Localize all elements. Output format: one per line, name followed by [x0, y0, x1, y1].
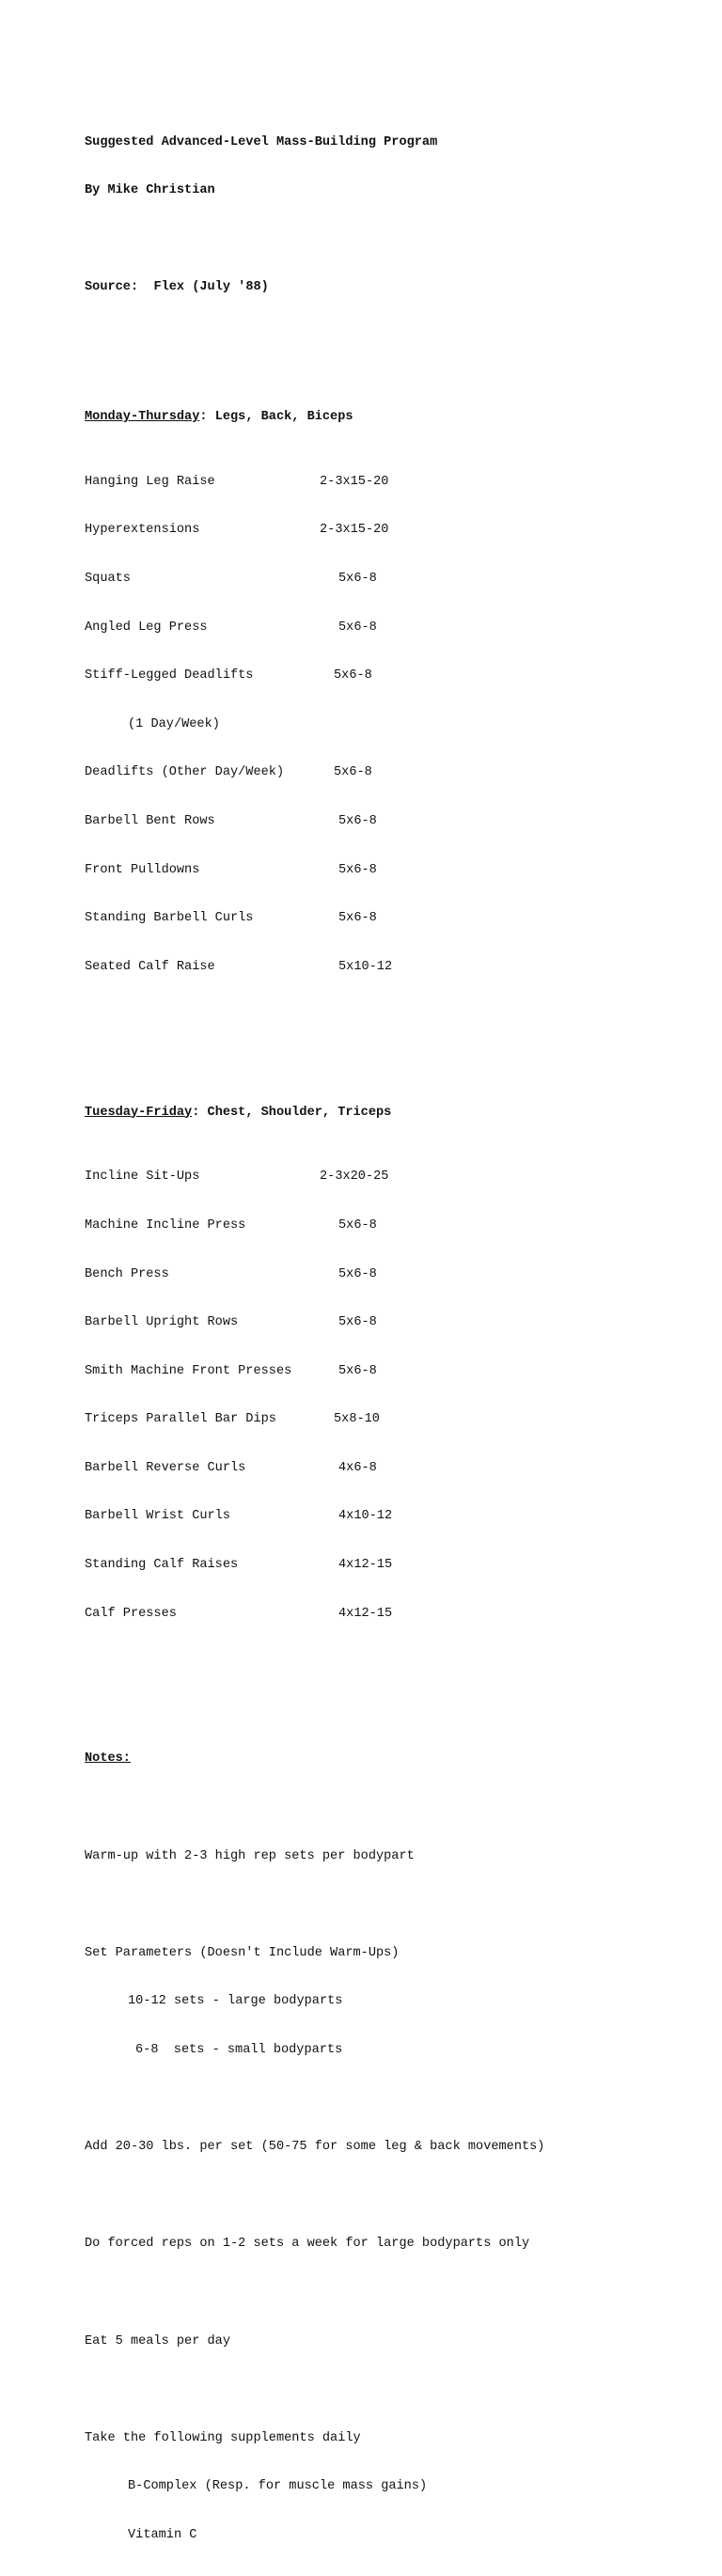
exercise-name: Bench Press — [85, 1266, 169, 1281]
exercise-sets: 5x6-8 — [338, 1266, 377, 1281]
exercise-name: Barbell Upright Rows — [85, 1315, 239, 1330]
note-warmup: Warm-up with 2-3 high rep sets per bodypart — [85, 1848, 415, 1863]
exercise-sets: 4x10-12 — [338, 1509, 393, 1524]
note-set-parameters: Set Parameters (Doesn't Include Warm-Ups) — [85, 1945, 400, 1960]
exercise-sets: 5x10-12 — [338, 959, 393, 974]
exercise-row — [85, 1557, 686, 1573]
exercise-name: Angled Leg Press — [85, 620, 208, 635]
exercise-name: Hyperextensions — [85, 523, 200, 538]
exercise-sets: 4x12-15 — [338, 1558, 393, 1573]
section-heading-monday-thursday — [85, 409, 686, 425]
exercise-row — [85, 1460, 686, 1476]
note-meals: Eat 5 meals per day — [85, 2333, 230, 2348]
exercise-name: Incline Sit-Ups — [85, 1170, 200, 1185]
exercise-row — [85, 1363, 686, 1379]
exercise-sets: 2-3x15-20 — [320, 474, 389, 489]
day-label: Tuesday-Friday — [85, 1105, 193, 1120]
exercise-sets: 5x6-8 — [338, 571, 377, 586]
doc-source — [85, 279, 686, 295]
exercise-sets: 5x6-8 — [338, 1363, 377, 1378]
exercise-sets: 2-3x20-25 — [320, 1170, 389, 1185]
day-label: Monday-Thursday — [85, 409, 200, 424]
exercise-sets: 5x6-8 — [338, 620, 377, 635]
exercise-name: Barbell Wrist Curls — [85, 1509, 230, 1524]
exercise-sets: 4x6-8 — [338, 1460, 377, 1475]
exercise-row — [85, 620, 686, 636]
exercise-row — [85, 959, 686, 975]
source-value: Flex (July '88) — [153, 280, 269, 295]
exercise-name: Front Pulldowns — [85, 862, 200, 877]
exercise-row — [85, 1411, 686, 1427]
doc-author: By Mike Christian — [85, 183, 215, 198]
supplement-item: Vitamin C — [128, 2527, 197, 2542]
exercise-name: Deadlifts (Other Day/Week) — [85, 765, 285, 780]
exercise-sets: 2-3x15-20 — [320, 523, 389, 538]
exercise-name: Squats — [85, 571, 131, 586]
exercise-row — [85, 668, 686, 683]
exercise-row — [85, 1606, 686, 1622]
exercise-name: Barbell Reverse Curls — [85, 1460, 246, 1475]
exercise-sets: 5x6-8 — [338, 813, 377, 828]
notes-heading: Notes: — [85, 1751, 131, 1767]
exercise-name: Triceps Parallel Bar Dips — [85, 1412, 276, 1427]
exercise-row — [85, 764, 686, 780]
exercise-name: Barbell Bent Rows — [85, 813, 215, 828]
exercise-sets: 5x6-8 — [334, 668, 372, 683]
document-page — [85, 86, 686, 2576]
exercise-row — [85, 1217, 686, 1233]
day-focus: : Legs, Back, Biceps — [199, 409, 353, 424]
source-label: Source: — [85, 280, 139, 295]
exercise-sets: 5x6-8 — [338, 1315, 377, 1330]
exercise-name: Smith Machine Front Presses — [85, 1363, 292, 1378]
note-forced-reps: Do forced reps on 1-2 sets a week for large bodyparts only — [85, 2237, 530, 2252]
exercise-sets: 5x6-8 — [338, 911, 377, 926]
exercise-row — [85, 716, 686, 732]
exercise-row — [85, 1314, 686, 1330]
exercise-sets: 5x6-8 — [338, 1217, 377, 1233]
exercise-name: Stiff-Legged Deadlifts — [85, 668, 254, 683]
exercise-name: Hanging Leg Raise — [85, 474, 215, 489]
exercise-name: Standing Barbell Curls — [85, 911, 254, 926]
exercise-sets: 5x8-10 — [334, 1412, 380, 1427]
exercise-name: Calf Presses — [85, 1606, 177, 1621]
note-set-params-large: 10-12 sets - large bodyparts — [128, 1994, 343, 2009]
exercise-row — [85, 1169, 686, 1185]
note-supplements: Take the following supplements daily — [85, 2430, 361, 2445]
note-add-weight: Add 20-30 lbs. per set (50-75 for some leg & back movements) — [85, 2140, 545, 2155]
exercise-name: Seated Calf Raise — [85, 959, 215, 974]
exercise-row — [85, 862, 686, 878]
exercise-sets: 5x6-8 — [334, 765, 372, 780]
supplement-item: B-Complex (Resp. for muscle mass gains) — [128, 2479, 428, 2494]
exercise-row — [85, 1508, 686, 1524]
exercise-row — [85, 910, 686, 926]
exercise-row — [85, 522, 686, 538]
day-focus: : Chest, Shoulder, Triceps — [192, 1105, 392, 1120]
exercise-row — [85, 813, 686, 829]
note-set-params-small: 6-8 sets - small bodyparts — [135, 2043, 343, 2058]
exercise-row — [85, 1266, 686, 1282]
exercise-row — [85, 474, 686, 490]
doc-title: Suggested Advanced-Level Mass-Building Program — [85, 134, 438, 149]
exercise-name: Machine Incline Press — [85, 1217, 246, 1233]
exercise-sets: 4x12-15 — [338, 1606, 393, 1621]
exercise-row — [85, 571, 686, 587]
exercise-sets: 5x6-8 — [338, 862, 377, 877]
exercise-name: (1 Day/Week) — [128, 716, 220, 731]
section-heading-tuesday-friday — [85, 1105, 686, 1121]
exercise-name: Standing Calf Raises — [85, 1558, 239, 1573]
